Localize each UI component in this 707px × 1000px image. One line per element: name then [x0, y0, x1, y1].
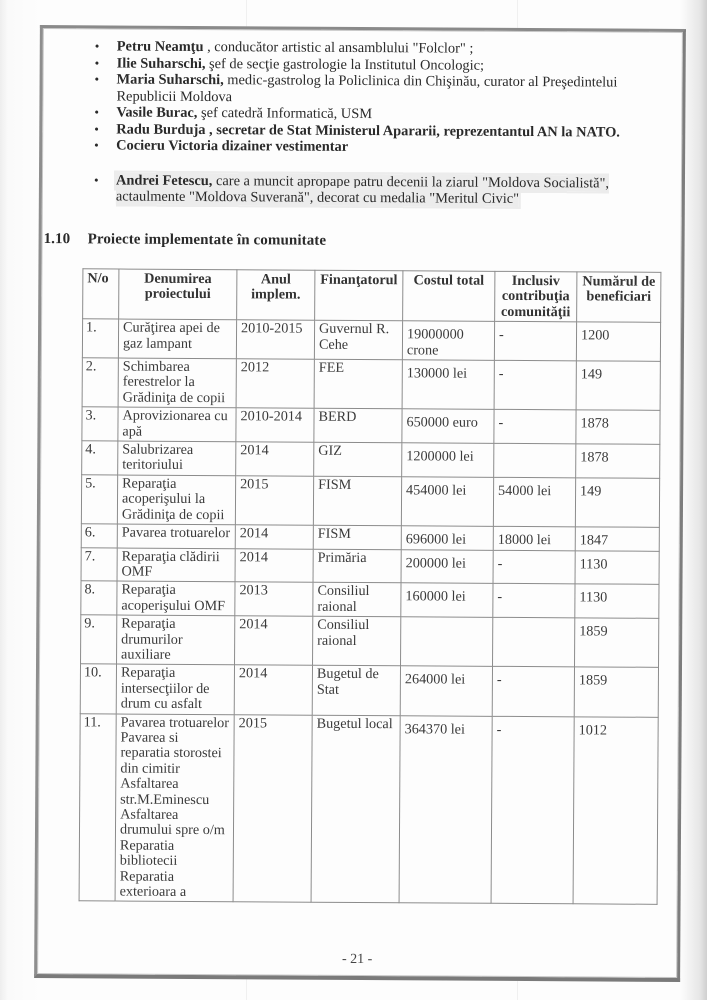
cell-funder: FISM — [313, 476, 401, 526]
cell-year: 2012 — [236, 359, 314, 409]
bullet-icon: • — [94, 137, 99, 153]
cell-funder: Guvernul R. Cehe — [314, 320, 402, 359]
cell-total-cost: 19000000 crone — [402, 321, 494, 360]
cell-funder: Bugetul local — [311, 715, 400, 903]
cell-number: 11. — [79, 713, 116, 901]
table-row — [81, 615, 659, 668]
cell-beneficiaries: 149 — [575, 478, 659, 528]
cell-beneficiaries: 1859 — [574, 667, 658, 717]
cell-beneficiaries: 1878 — [576, 410, 660, 444]
cell-community-contribution: 18000 lei — [493, 526, 575, 550]
page-content — [37, 28, 683, 978]
person-description: şef de secţie gastrologie la Institutul Oncologic; — [205, 55, 485, 74]
column-header-beneficiaries: Numărul de beneficiari — [577, 272, 661, 323]
cell-year: 2010-2014 — [236, 408, 314, 442]
cell-total-cost: 650000 euro — [402, 409, 494, 443]
cell-year: 2015 — [233, 714, 312, 902]
table-row — [82, 319, 660, 361]
cell-community-contribution: 54000 lei — [493, 477, 575, 527]
cell-number: 10. — [80, 664, 116, 713]
cell-number: 8. — [81, 581, 117, 615]
table-row — [81, 524, 659, 551]
cell-number: 5. — [81, 475, 117, 524]
cell-beneficiaries: 1012 — [573, 716, 658, 904]
cell-community-contribution: - — [494, 410, 576, 444]
cell-project-name: Reparaţia clădirii OMF — [117, 548, 235, 583]
list-item — [94, 172, 654, 208]
cell-community-contribution: - — [493, 584, 575, 618]
cell-beneficiaries: 1130 — [575, 550, 659, 584]
table-body — [79, 319, 661, 905]
bullet-icon: • — [94, 120, 99, 136]
cell-funder: BERD — [314, 408, 402, 442]
bullet-icon: • — [94, 54, 100, 70]
cell-funder: FEE — [314, 359, 402, 409]
cell-project-name: Reparaţia acoperişului OMF — [117, 581, 235, 616]
cell-project-name: Aprovizionarea cu apă — [118, 407, 236, 442]
cell-number: 4. — [82, 441, 118, 475]
person-description: , conducător artistic al ansamblului "Folclor" ; — [203, 39, 474, 57]
person-description: şef catedră Informatică, USM — [197, 104, 373, 123]
cell-beneficiaries: 149 — [576, 361, 660, 411]
cell-year: 2014 — [235, 616, 313, 666]
cell-community-contribution: - — [494, 322, 576, 361]
cell-number: 3. — [82, 407, 118, 441]
cell-funder: Bugetul de Stat — [312, 666, 400, 716]
column-header-total-cost: Costul total — [403, 271, 495, 322]
cell-total-cost: 696000 lei — [401, 526, 493, 550]
person-description: medic-gastrolog la Policlinica din Chişinău, curator al Preşedintelui Republicii Moldova — [116, 72, 618, 105]
table-row — [80, 664, 658, 717]
cell-project-name: Curăţirea apei de gaz lampant — [118, 319, 236, 359]
table-row — [82, 407, 660, 444]
projects-table — [79, 268, 662, 905]
person-name: Petru Neamţu — [116, 38, 204, 56]
cell-funder: Consiliul raional — [313, 583, 401, 617]
cell-community-contribution: - — [493, 550, 575, 584]
cell-number: 6. — [81, 524, 117, 548]
bullet-icon: • — [94, 38, 100, 54]
cell-funder: GIZ — [314, 442, 402, 476]
cell-number: 1. — [82, 319, 118, 358]
table-header-row — [83, 269, 661, 323]
cell-project-name: Pavarea trotuarelor — [117, 524, 235, 548]
notable-persons-list — [94, 38, 655, 208]
cell-year: 2010-2015 — [236, 320, 314, 359]
cell-beneficiaries: 1859 — [575, 618, 659, 668]
person-name: Maria Suharschi, — [116, 71, 224, 89]
table-row — [81, 547, 659, 584]
column-header-community-contribution: Inclusiv contribuţia comunităţii — [495, 271, 577, 322]
cell-year: 2015 — [235, 476, 313, 526]
person-description: care a muncit apropape patru decenii la ziarul "Moldova Socialistă", actaulmente "Moldova Suverană", decorat cu medalia "Meritul Civic" — [115, 172, 610, 207]
cell-funder: Consiliul raional — [313, 616, 401, 666]
person-name: Radu Burduja , secretar de Stat Ministerul Apararii, reprezentantul AN la NATO. — [116, 121, 620, 141]
section-title: Proiecte implementate în comunitate — [87, 231, 327, 249]
cell-total-cost: 160000 lei — [401, 583, 493, 617]
cell-project-name: Salubrizarea teritoriului — [118, 441, 236, 476]
cell-year: 2014 — [236, 442, 314, 476]
column-header-year: Anul implem. — [237, 270, 315, 321]
cell-year: 2013 — [235, 582, 313, 616]
cell-project-name: Reparaţia acoperişului la Grădiniţa de copii — [117, 475, 235, 525]
cell-project-name: Schimbarea ferestrelor la Grădiniţa de copii — [118, 358, 236, 408]
cell-total-cost: 130000 lei — [402, 360, 494, 410]
bullet-icon: • — [94, 71, 100, 87]
cell-number: 9. — [81, 615, 117, 664]
person-name: Vasile Burac, — [116, 104, 198, 121]
list-item — [94, 137, 654, 157]
person-name: Ilie Suharschi, — [116, 55, 206, 72]
list-item — [94, 71, 654, 107]
column-header-funder: Finanţatorul — [315, 270, 403, 321]
cell-project-name: Reparaţia intersecţiilor de drum cu asfalt — [116, 664, 234, 714]
table-row — [79, 713, 658, 904]
person-name: Cocieru Victoria dizainer vestimentar — [116, 137, 349, 155]
cell-number: 2. — [82, 358, 118, 407]
cell-total-cost: 454000 lei — [401, 477, 493, 527]
cell-year: 2014 — [235, 548, 313, 582]
cell-number: 7. — [81, 547, 117, 581]
cell-beneficiaries: 1847 — [575, 527, 659, 551]
section-heading — [44, 231, 327, 250]
cell-project-name: Pavarea trotuarelor Pavarea si reparatia storostei din cimitir Asfaltarea str.M.Eminescu Asfaltarea drumului spre o/m Reparatia bibliotecii Reparatia exterioara a — [115, 714, 234, 903]
cell-beneficiaries: 1878 — [576, 444, 660, 478]
cell-total-cost: 1200000 lei — [402, 443, 494, 477]
table-row — [82, 358, 660, 411]
section-number: 1.10 — [43, 231, 71, 248]
cell-total-cost: 200000 lei — [401, 549, 493, 583]
person-name: Andrei Fetescu, — [115, 172, 213, 189]
cell-year: 2014 — [235, 525, 313, 549]
cell-beneficiaries: 1130 — [575, 584, 659, 618]
cell-total-cost — [401, 617, 493, 667]
cell-funder: Primăria — [313, 549, 401, 583]
cell-total-cost: 364370 lei — [399, 715, 492, 903]
cell-funder: FISM — [313, 525, 401, 549]
page-number: - 21 - — [341, 951, 373, 968]
cell-project-name: Reparaţia drumurilor auxiliare — [117, 615, 235, 665]
table-row — [81, 581, 659, 618]
highlighted-text — [116, 172, 609, 207]
cell-community-contribution: - — [491, 716, 574, 904]
table-row — [81, 475, 659, 528]
document-page — [34, 25, 686, 982]
cell-beneficiaries: 1200 — [576, 322, 660, 361]
cell-community-contribution: - — [492, 667, 574, 717]
cell-community-contribution — [494, 443, 576, 477]
table-row — [82, 441, 660, 478]
bullet-icon: • — [93, 171, 99, 187]
cell-community-contribution: - — [494, 360, 576, 410]
bullet-icon: • — [94, 104, 99, 120]
cell-total-cost: 264000 lei — [400, 666, 492, 716]
cell-year: 2014 — [234, 665, 312, 715]
cell-community-contribution — [493, 617, 575, 667]
column-header-project-name: Denumirea proiectului — [119, 269, 237, 320]
column-header-number: N/o — [83, 269, 119, 319]
